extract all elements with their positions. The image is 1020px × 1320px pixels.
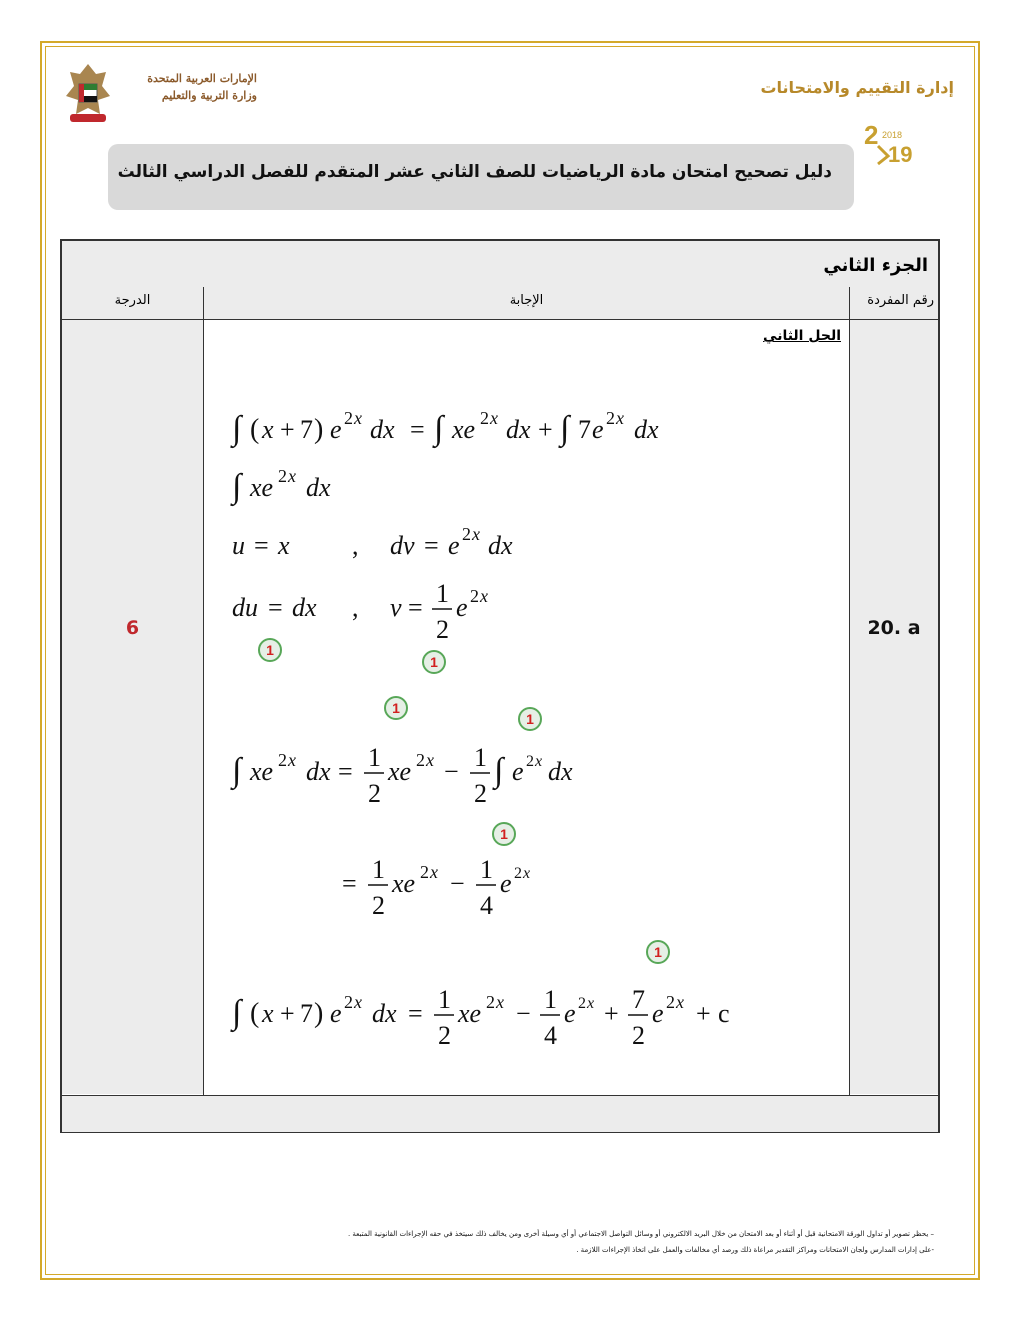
svg-text:(: ( bbox=[250, 414, 260, 445]
svg-text:,: , bbox=[352, 531, 359, 560]
svg-text:2: 2 bbox=[462, 524, 471, 544]
svg-text:x: x bbox=[262, 415, 274, 444]
equation-part1-integral bbox=[230, 464, 350, 513]
svg-text:dx: dx bbox=[634, 415, 659, 444]
item-number: 20. a bbox=[867, 617, 921, 639]
grade-value: 6 bbox=[125, 617, 140, 639]
table-footer-row bbox=[62, 1095, 938, 1132]
svg-text:x: x bbox=[288, 466, 296, 486]
ministry-logo bbox=[62, 60, 257, 130]
svg-text:e: e bbox=[330, 999, 342, 1028]
col-grade-header: الدرجة bbox=[114, 293, 151, 308]
score-mark: 1 bbox=[492, 822, 516, 846]
equation-final bbox=[230, 978, 750, 1063]
svg-text:xe: xe bbox=[458, 999, 482, 1028]
svg-text:−: − bbox=[516, 999, 531, 1028]
score-mark: 1 bbox=[384, 696, 408, 720]
year-logo-19: 19 bbox=[888, 142, 913, 166]
grade-cell bbox=[62, 320, 203, 1094]
score-mark: 1 bbox=[518, 707, 542, 731]
svg-text:1: 1 bbox=[474, 743, 487, 772]
column-header-row bbox=[62, 287, 938, 320]
svg-text:e: e bbox=[564, 999, 576, 1028]
svg-text:x: x bbox=[278, 531, 290, 560]
svg-text:,: , bbox=[352, 593, 359, 622]
footnote-line2: -على إدارات المدارس ولجان الامتحانات ومراكز التقدير مراعاة ذلك ورصد أي مخالفات والعمل على اتخاذ الإجراءات اللازمة . bbox=[576, 1246, 934, 1254]
svg-text:u: u bbox=[232, 531, 245, 560]
svg-text:2: 2 bbox=[372, 891, 385, 920]
svg-text:e: e bbox=[456, 593, 468, 622]
svg-text:x: x bbox=[490, 408, 498, 428]
svg-text:x: x bbox=[472, 524, 480, 544]
svg-text:∫: ∫ bbox=[434, 410, 444, 447]
title-box bbox=[108, 144, 854, 210]
svg-text:∫: ∫ bbox=[560, 410, 570, 447]
page-title: دليل تصحيح امتحان مادة الرياضيات للصف الثاني عشر المتقدم للفصل الدراسي الثالث bbox=[117, 162, 832, 182]
svg-text:e: e bbox=[448, 531, 460, 560]
svg-text:dx: dx bbox=[506, 415, 531, 444]
equation-u-dv bbox=[230, 524, 530, 573]
svg-text:): ) bbox=[314, 414, 324, 445]
svg-text:x: x bbox=[496, 992, 504, 1012]
svg-text:x: x bbox=[480, 586, 488, 606]
svg-text:2: 2 bbox=[470, 586, 479, 606]
uae-emblem-icon bbox=[62, 60, 114, 126]
svg-text:x: x bbox=[354, 992, 362, 1012]
svg-text:7: 7 bbox=[300, 999, 313, 1028]
svg-text:2: 2 bbox=[480, 408, 489, 428]
svg-text:=: = bbox=[408, 593, 423, 622]
svg-text:dx: dx bbox=[488, 531, 513, 560]
svg-text:xe: xe bbox=[388, 757, 412, 786]
svg-text:∫: ∫ bbox=[232, 752, 242, 789]
svg-text:7: 7 bbox=[632, 985, 645, 1014]
svg-text:2: 2 bbox=[368, 779, 381, 808]
svg-text:=: = bbox=[342, 869, 357, 898]
part-title: الجزء الثاني bbox=[823, 255, 928, 276]
ministry-line1: الإمارات العربية المتحدة bbox=[147, 72, 257, 85]
svg-text:x: x bbox=[523, 865, 531, 882]
year-logo bbox=[862, 120, 918, 166]
svg-text:xe: xe bbox=[452, 415, 476, 444]
svg-text:): ) bbox=[314, 998, 324, 1029]
svg-text:+: + bbox=[538, 415, 553, 444]
svg-text:=: = bbox=[268, 593, 283, 622]
equation-simplified bbox=[340, 848, 560, 933]
svg-text:+: + bbox=[280, 415, 295, 444]
svg-text:x: x bbox=[262, 999, 274, 1028]
svg-text:2: 2 bbox=[632, 1021, 645, 1050]
svg-text:2: 2 bbox=[278, 750, 287, 770]
svg-text:2: 2 bbox=[416, 750, 425, 770]
svg-text:x: x bbox=[426, 750, 434, 770]
svg-text:1: 1 bbox=[544, 985, 557, 1014]
svg-text:dx: dx bbox=[306, 473, 331, 502]
svg-text:+: + bbox=[604, 999, 619, 1028]
svg-text:xe: xe bbox=[250, 757, 274, 786]
svg-text:+: + bbox=[280, 999, 295, 1028]
svg-text:=: = bbox=[424, 531, 439, 560]
svg-text:2: 2 bbox=[278, 466, 287, 486]
svg-text:dx: dx bbox=[370, 415, 395, 444]
svg-text:dv: dv bbox=[390, 531, 415, 560]
svg-text:c: c bbox=[718, 999, 730, 1028]
svg-text:∫: ∫ bbox=[232, 994, 242, 1031]
svg-text:e: e bbox=[500, 869, 512, 898]
svg-text:=: = bbox=[410, 415, 425, 444]
svg-text:4: 4 bbox=[544, 1021, 557, 1050]
svg-text:2: 2 bbox=[514, 865, 522, 882]
svg-text:=: = bbox=[254, 531, 269, 560]
year-logo-2018: 2018 bbox=[882, 130, 903, 140]
svg-text:1: 1 bbox=[480, 855, 493, 884]
svg-text:+: + bbox=[696, 999, 711, 1028]
svg-text:∫: ∫ bbox=[232, 468, 242, 505]
col-answer-header: الإجابة bbox=[509, 293, 544, 308]
svg-text:v: v bbox=[390, 593, 402, 622]
svg-text:2: 2 bbox=[578, 995, 586, 1012]
svg-text:(: ( bbox=[250, 998, 260, 1029]
svg-text:2: 2 bbox=[606, 408, 615, 428]
footnote-line1: – يحظر تصوير أو تداول الورقة الامتحانية قبل أو أثناء أو بعد الامتحان من خلال البريد الالكتروني أو وسائل التواصل الاجتماعي أو أي وسيلة أخرى ومن يخالف ذلك سيتخذ في حقه الإجراءات القانونية المتبعة . bbox=[347, 1230, 934, 1238]
svg-text:x: x bbox=[535, 753, 543, 770]
svg-text:dx: dx bbox=[292, 593, 317, 622]
svg-text:7: 7 bbox=[300, 415, 313, 444]
svg-text:−: − bbox=[450, 869, 465, 898]
svg-text:2: 2 bbox=[344, 408, 353, 428]
svg-text:∫: ∫ bbox=[494, 752, 504, 789]
svg-text:e: e bbox=[330, 415, 342, 444]
part-header-row bbox=[62, 241, 938, 288]
svg-text:2: 2 bbox=[526, 753, 534, 770]
svg-text:2: 2 bbox=[420, 862, 429, 882]
svg-text:xe: xe bbox=[392, 869, 416, 898]
equation-by-parts bbox=[230, 736, 590, 811]
ministry-line2: وزارة التربية والتعليم bbox=[161, 89, 257, 102]
svg-text:2: 2 bbox=[344, 992, 353, 1012]
svg-text:=: = bbox=[338, 757, 353, 786]
svg-text:2: 2 bbox=[474, 779, 487, 808]
svg-text:2: 2 bbox=[436, 615, 449, 644]
svg-text:=: = bbox=[408, 999, 423, 1028]
equation-split-integral bbox=[230, 404, 670, 461]
svg-text:dx: dx bbox=[306, 757, 331, 786]
svg-text:e: e bbox=[652, 999, 664, 1028]
department-name: إدارة التقييم والامتحانات bbox=[760, 78, 954, 97]
item-number-cell bbox=[850, 320, 938, 1094]
svg-text:xe: xe bbox=[250, 473, 274, 502]
svg-text:2: 2 bbox=[438, 1021, 451, 1050]
svg-text:1: 1 bbox=[368, 743, 381, 772]
svg-text:x: x bbox=[354, 408, 362, 428]
svg-text:dx: dx bbox=[548, 757, 573, 786]
score-mark: 1 bbox=[646, 940, 670, 964]
svg-text:x: x bbox=[676, 992, 684, 1012]
svg-text:4: 4 bbox=[480, 891, 493, 920]
svg-text:7: 7 bbox=[578, 415, 591, 444]
score-mark: 1 bbox=[258, 638, 282, 662]
svg-text:dx: dx bbox=[372, 999, 397, 1028]
svg-text:1: 1 bbox=[436, 579, 449, 608]
score-mark: 1 bbox=[422, 650, 446, 674]
svg-text:du: du bbox=[232, 593, 258, 622]
year-logo-2: 2 bbox=[864, 120, 879, 150]
solution-title: الحل الثاني bbox=[763, 328, 841, 344]
svg-text:x: x bbox=[587, 995, 595, 1012]
svg-text:x: x bbox=[430, 862, 438, 882]
svg-text:e: e bbox=[512, 757, 524, 786]
svg-text:2: 2 bbox=[486, 992, 495, 1012]
ministry-name bbox=[117, 70, 257, 104]
svg-text:e: e bbox=[592, 415, 604, 444]
divider-number bbox=[849, 287, 850, 1095]
svg-text:1: 1 bbox=[372, 855, 385, 884]
col-number-header: رقم المفردة bbox=[867, 293, 934, 308]
svg-text:x: x bbox=[288, 750, 296, 770]
svg-text:2: 2 bbox=[666, 992, 675, 1012]
svg-text:∫: ∫ bbox=[232, 410, 242, 447]
svg-text:1: 1 bbox=[438, 985, 451, 1014]
svg-text:−: − bbox=[444, 757, 459, 786]
svg-text:x: x bbox=[616, 408, 624, 428]
